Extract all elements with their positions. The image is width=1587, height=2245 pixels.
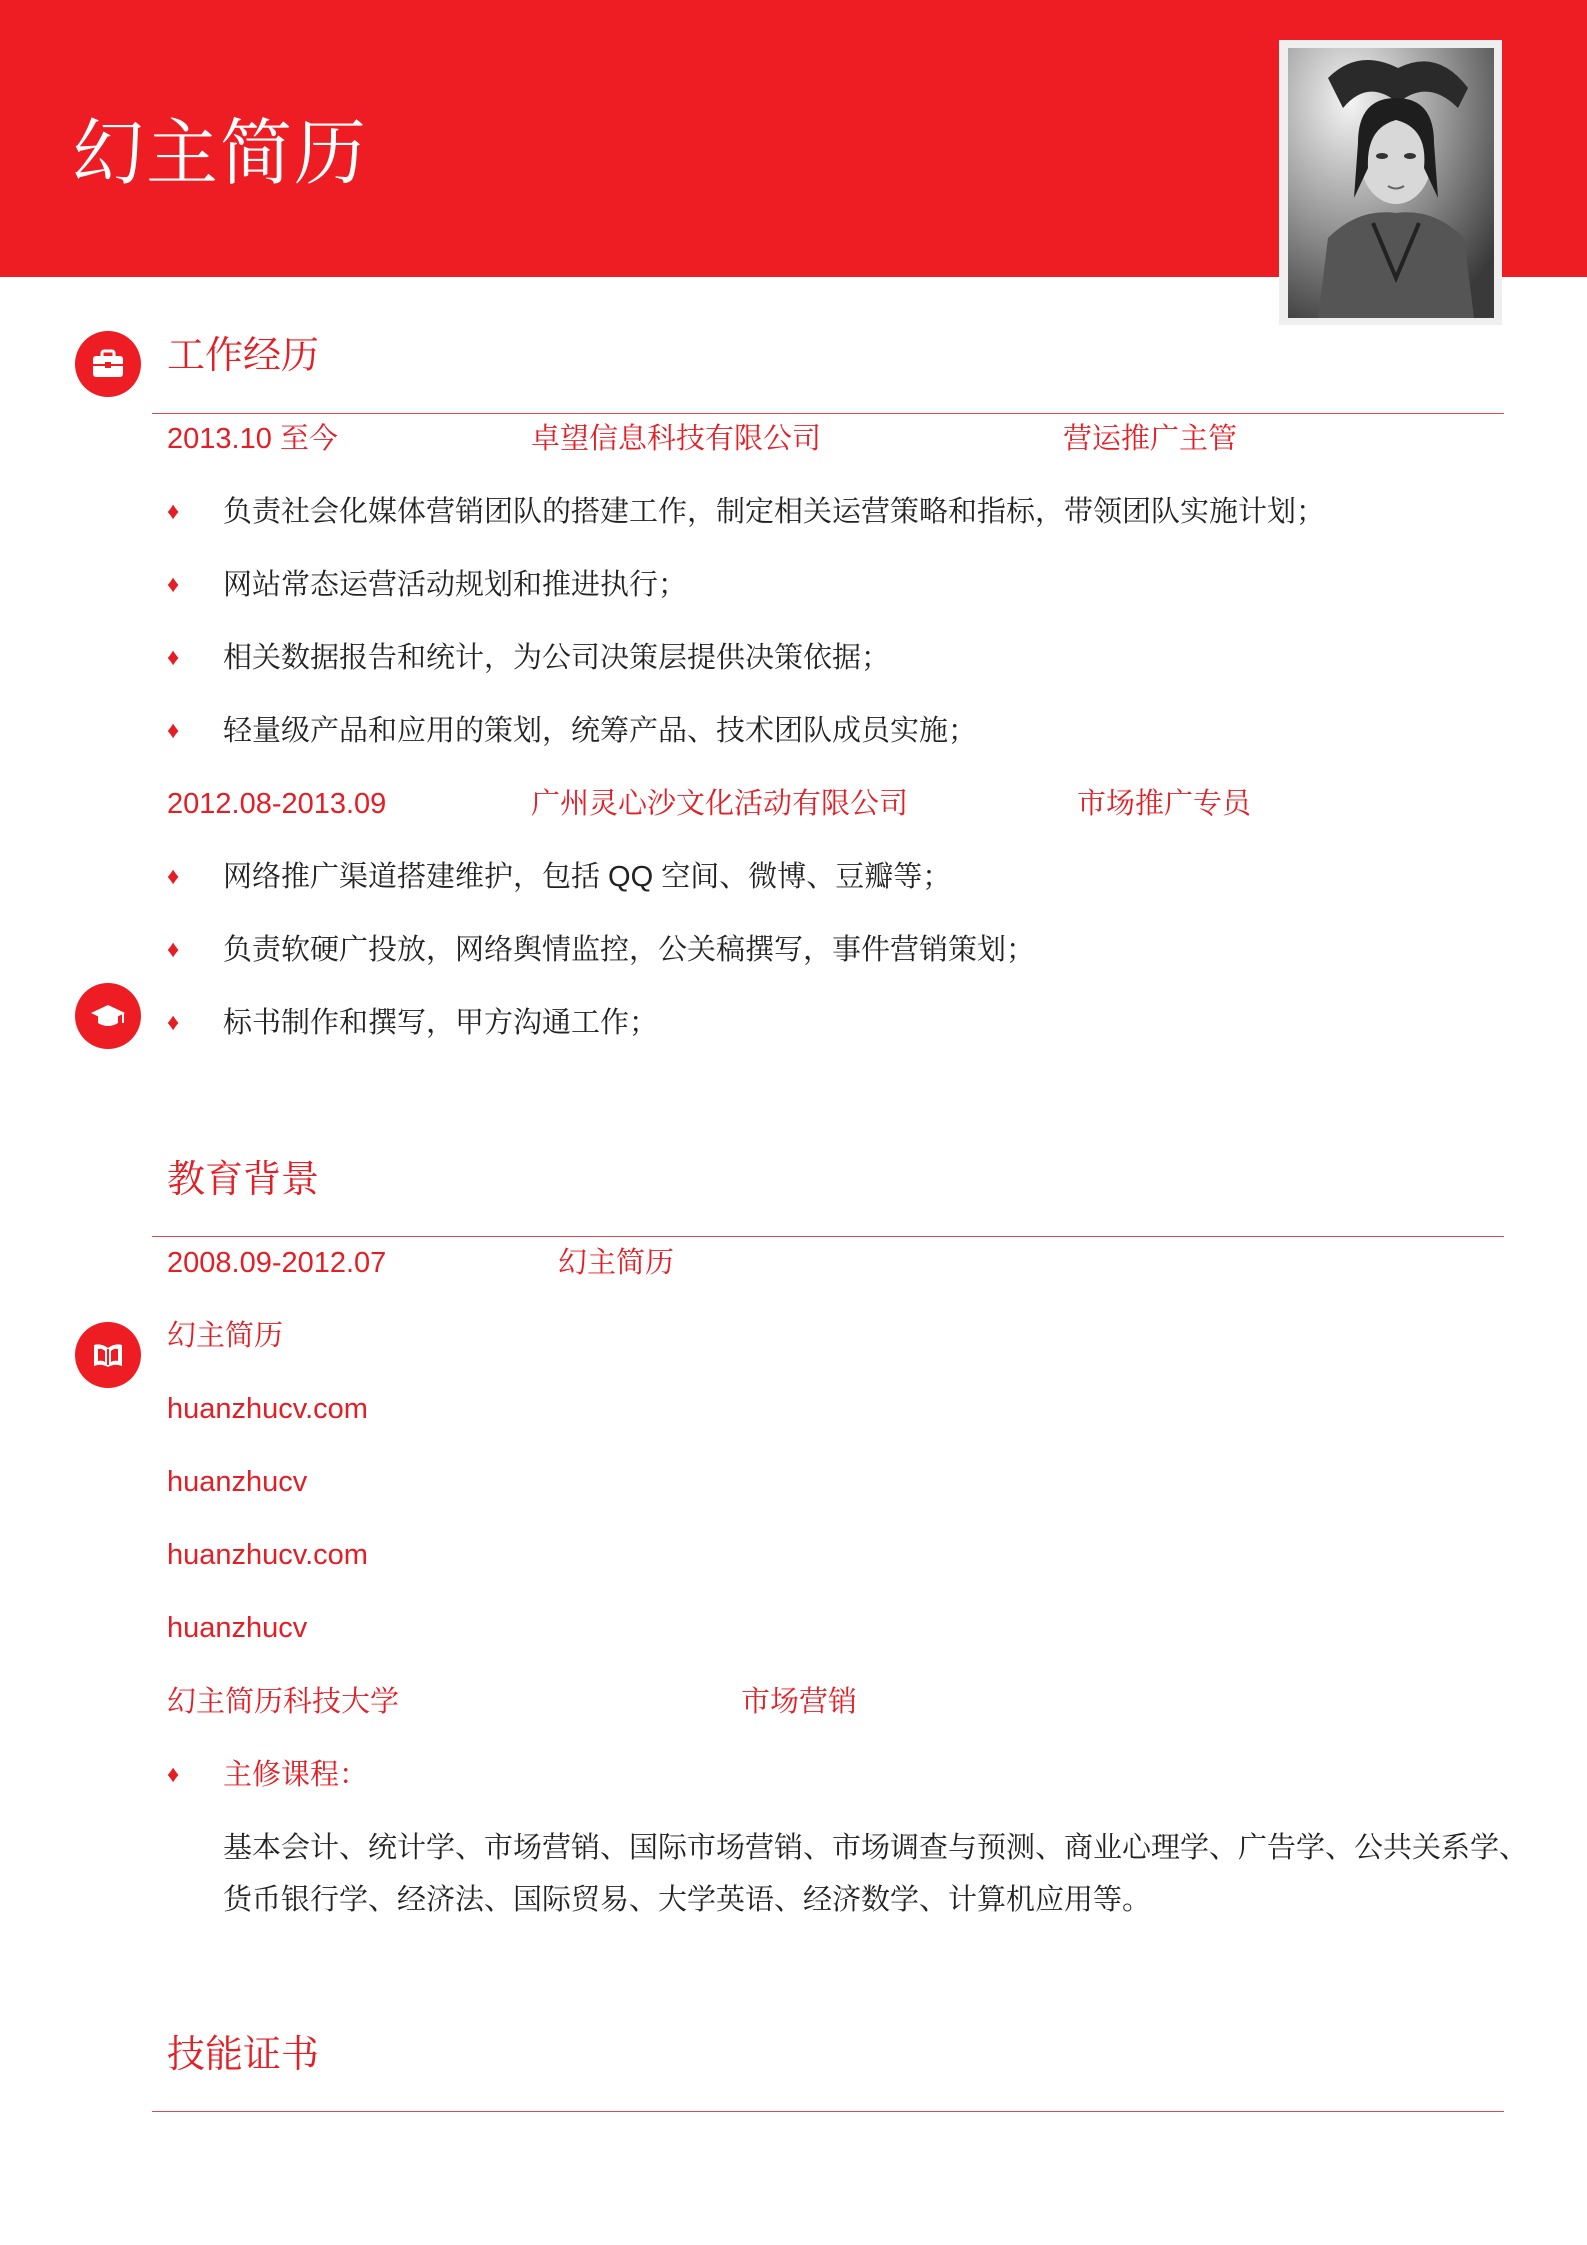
education-line: huanzhucv [167, 1466, 308, 1498]
job-duty: 负责软硬广投放，网络舆情监控，公关稿撰写，事件营销策划； [223, 934, 1036, 966]
job-period: 2012.08-2013.09 [167, 788, 387, 820]
courses-text: 基本会计、统计学、市场营销、国际市场营销、市场调查与预测、商业心理学、广告学、公共关系学、货币银行学、经济法、国际贸易、大学英语、经济数学、计算机应用等。 [223, 1832, 1529, 1916]
job-duty: 相关数据报告和统计，为公司决策层提供决策依据； [223, 642, 891, 674]
education-line: huanzhucv.com [167, 1539, 368, 1571]
diamond-bullet-icon: ♦ [167, 644, 180, 671]
job-role: 营运推广主管 [1063, 423, 1238, 455]
courses-label: 主修课程： [223, 1759, 369, 1791]
education-line: 幻主简历 [167, 1320, 284, 1352]
profile-photo [1288, 48, 1494, 318]
job-role: 市场推广专员 [1077, 788, 1252, 820]
job-duty: 轻量级产品和应用的策划，统筹产品、技术团队成员实施； [223, 715, 978, 747]
education-line: huanzhucv.com [167, 1393, 368, 1425]
graduation-cap-icon [75, 983, 141, 1049]
diamond-bullet-icon: ♦ [167, 498, 180, 525]
job-company: 广州灵心沙文化活动有限公司 [531, 788, 909, 820]
job-company: 卓望信息科技有限公司 [531, 423, 822, 455]
job-duty: 网站常态运营活动规划和推进执行； [223, 569, 688, 601]
job-duty: 网络推广渠道搭建维护，包括 QQ 空间、微博、豆瓣等； [223, 861, 952, 893]
diamond-bullet-icon: ♦ [167, 936, 180, 963]
section-divider [152, 1236, 1504, 1237]
diamond-bullet-icon: ♦ [167, 1761, 180, 1788]
diamond-bullet-icon: ♦ [167, 1009, 180, 1036]
diamond-bullet-icon: ♦ [167, 863, 180, 890]
education-period-name: 幻主简历 [558, 1247, 675, 1279]
resume-title: 幻主简历 [72, 114, 369, 194]
education-period: 2008.09-2012.07 [167, 1247, 387, 1279]
diamond-bullet-icon: ♦ [167, 717, 180, 744]
section-divider [152, 413, 1504, 414]
job-duty: 负责社会化媒体营销团队的搭建工作，制定相关运营策略和指标，带领团队实施计划； [223, 496, 1326, 528]
section-title-education: 教育背景 [167, 1159, 320, 1201]
school-name: 幻主简历科技大学 [167, 1686, 400, 1718]
section-title-work: 工作经历 [167, 335, 320, 377]
major-name: 市场营销 [741, 1686, 858, 1718]
diamond-bullet-icon: ♦ [167, 571, 180, 598]
job-duty: 标书制作和撰写，甲方沟通工作； [223, 1007, 659, 1039]
briefcase-icon [75, 331, 141, 397]
book-icon [75, 1322, 141, 1388]
section-divider [152, 2111, 1504, 2112]
section-title-skills: 技能证书 [167, 2034, 320, 2076]
job-period: 2013.10 至今 [167, 423, 338, 455]
education-line: huanzhucv [167, 1612, 308, 1644]
